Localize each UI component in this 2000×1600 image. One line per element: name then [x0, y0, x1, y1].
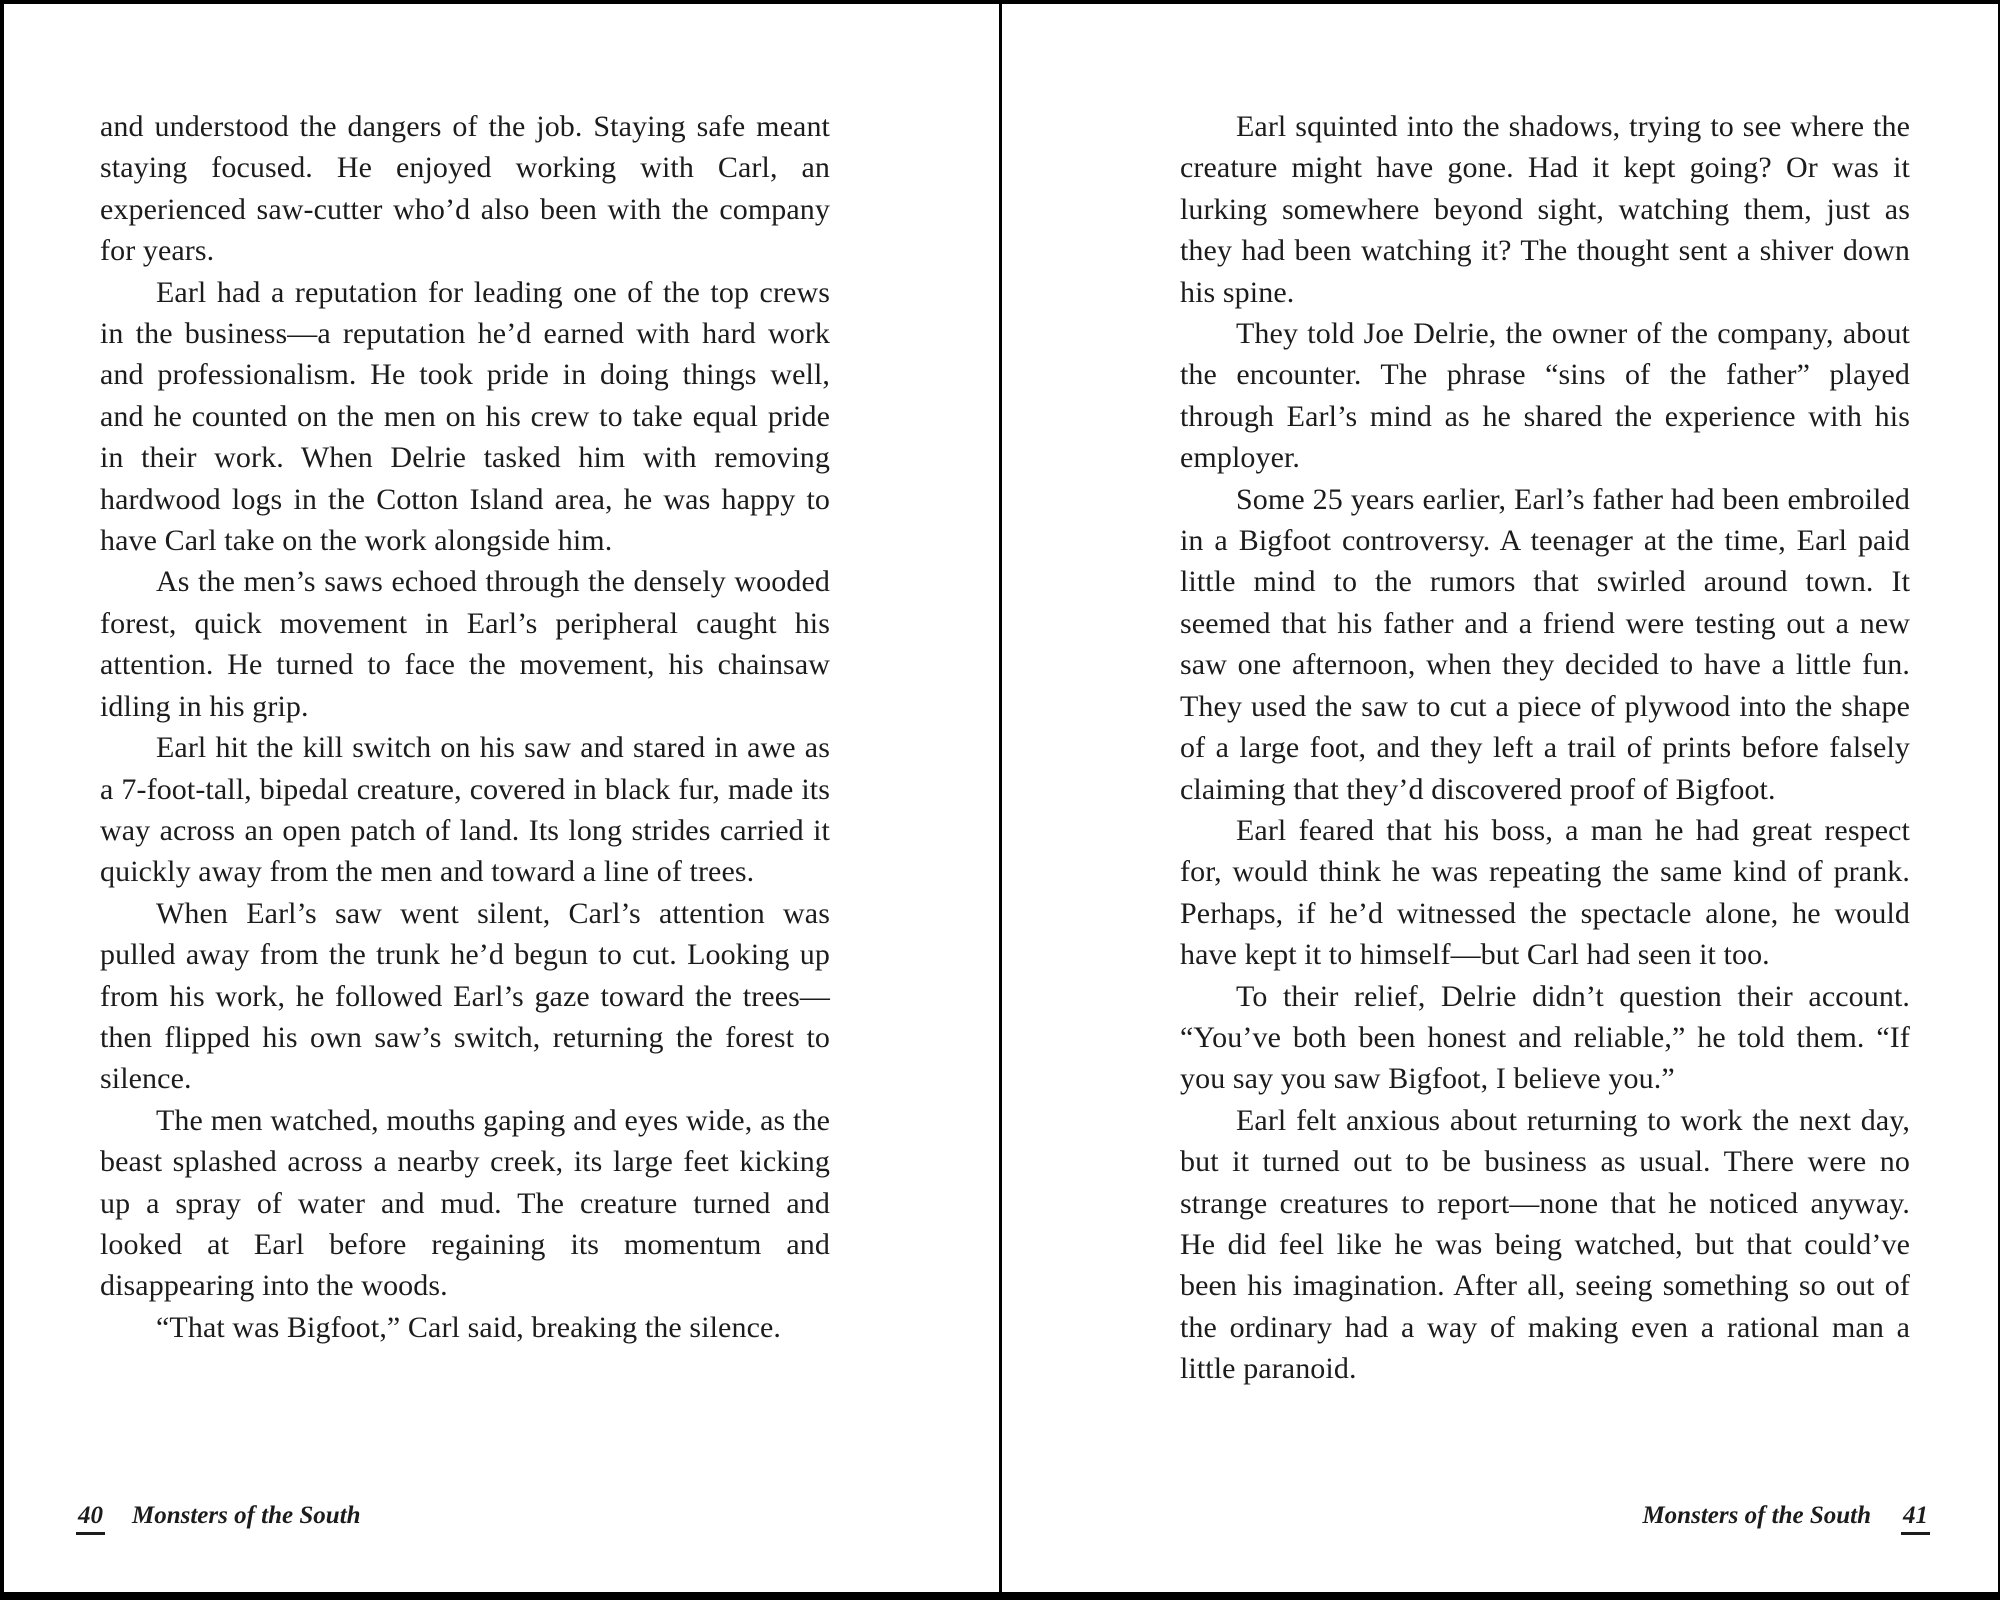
body-paragraph: Earl felt anxious about returning to work the next day, but it turned out to be business as usual. There were no strange creatures to report—none that he noticed anyway. He did feel like he was being watched, but that could’ve been his imagination. After all, seeing something so out of the ordinary had a way of making even a rational man a little paranoid. [1180, 1103, 1910, 1386]
right-page [1002, 0, 1998, 1600]
body-paragraph: The men watched, mouths gaping and eyes wide, as the beast splashed across a nearby creek, its large feet kicking up a spray of water and mud. The creature turned and looked at Earl before regaining its momentum and disappearing into the woods. [100, 1103, 830, 1303]
body-paragraph: Earl hit the kill switch on his saw and stared in awe as a 7-foot-tall, bipedal creature, covered in black fur, made its way across an open patch of land. Its long strides carried it quickly away from the men and toward a line of trees. [100, 731, 830, 889]
left-page-text [100, 106, 830, 1348]
page-number: 40 [76, 1502, 105, 1535]
running-title: Monsters of the South [132, 1502, 361, 1529]
body-paragraph: “That was Bigfoot,” Carl said, breaking the silence. [156, 1310, 782, 1344]
body-paragraph: and understood the dangers of the job. Staying safe meant staying focused. He enjoyed working with Carl, an experienced saw-cutter who’d also been with the company for years. [100, 110, 830, 268]
right-page-text [1180, 106, 1910, 1390]
body-paragraph: To their relief, Delrie didn’t question their account. “You’ve both been honest and reliable,” he told them. “If you say you saw Bigfoot, I believe you.” [1180, 979, 1910, 1096]
left-page-footer [76, 1502, 361, 1535]
body-paragraph: Earl squinted into the shadows, trying to see where the creature might have gone. Had it kept going? Or was it lurking somewhere beyond sight, watching them, just as they had been watching it? The thought sent a shiver down his spine. [1180, 110, 1910, 309]
left-page [0, 0, 999, 1600]
body-paragraph: They told Joe Delrie, the owner of the company, about the encounter. The phrase “sins of the father” played through Earl’s mind as he shared the experience with his employer. [1180, 317, 1910, 475]
right-page-footer [1642, 1502, 1930, 1535]
body-paragraph: Some 25 years earlier, Earl’s father had been embroiled in a Bigfoot controversy. A teenager at the time, Earl paid little mind to the rumors that swirled around town. It seemed that his father and a friend were testing out a new saw one afternoon, when they decided to have a little fun. They used the saw to cut a piece of plywood into the shape of a large foot, and they left a trail of prints before falsely claiming that they’d discovered proof of Bigfoot. [1180, 482, 1910, 806]
body-paragraph: Earl had a reputation for leading one of the top crews in the business—a reputation he’d earned with hard work and professionalism. He took pride in doing things well, and he counted on the men on his crew to take equal pride in their work. When Delrie tasked him with removing hardwood logs in the Cotton Island area, he was happy to have Carl take on the work alongside him. [100, 275, 830, 558]
running-title: Monsters of the South [1642, 1502, 1871, 1529]
page-number: 41 [1901, 1502, 1930, 1535]
body-paragraph: As the men’s saws echoed through the densely wooded forest, quick movement in Earl’s peripheral caught his attention. He turned to face the movement, his chainsaw idling in his grip. [100, 565, 830, 723]
body-paragraph: When Earl’s saw went silent, Carl’s attention was pulled away from the trunk he’d begun to cut. Looking up from his work, he followed Earl’s gaze toward the trees—then flipped his own saw’s switch, returning the forest to silence. [100, 896, 830, 1096]
body-paragraph: Earl feared that his boss, a man he had great respect for, would think he was repeating the same kind of prank. Perhaps, if he’d witnessed the spectacle alone, he would have kept it to himself—but Carl had seen it too. [1180, 813, 1910, 972]
